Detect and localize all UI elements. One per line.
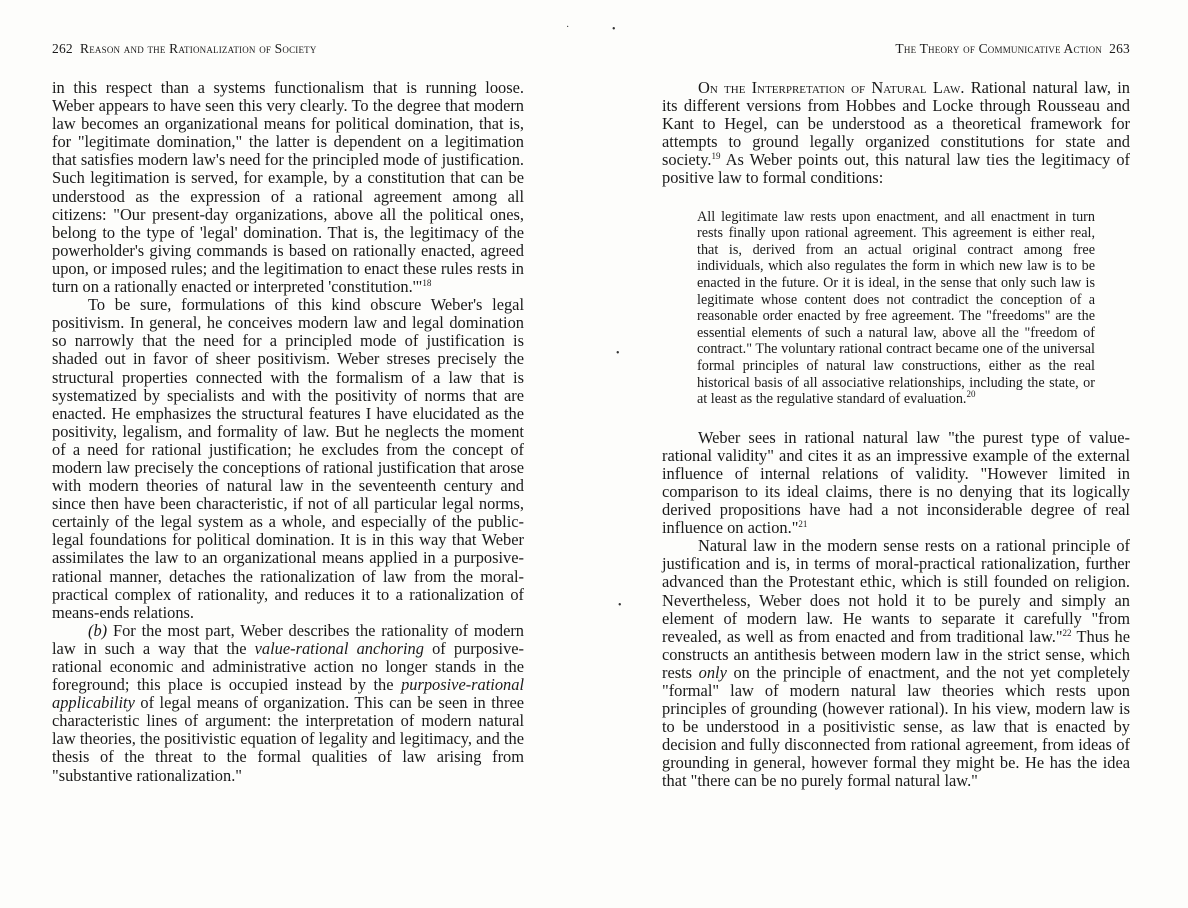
section-heading: On the Interpretation of Natural Law. [698,78,965,97]
footnote-ref-20: 20 [966,389,976,400]
scan-speck: • [616,348,620,359]
right-paragraph-2: Natural law in the modern sense rests on a rational principle of justification and is, in terms of moral-practical rationalization, further advanced than the Protestant ethic, which is still founded on religion. Nevertheless, Weber does not hold it to be purely and simply an element of modern law. He wants to separate it carefully "from revealed, as well as from enacted and from traditional law."$^{22}$ Thus he constructs an antithesis between modern law in the strict sense, which rests only on the principle of enactment, and the not yet completely "formal" law of modern natural law theories which rests upon principles of grounding (however rational). In his view, modern law is to be understood in a positivistic sense, as law that is enacted by decision and fully disconnected from rational agreement, from ideas of grounding in general, however formal they might be. He has the idea that "there can be no purely formal natural law." [662,536,1130,791]
scan-speck: • [612,24,616,35]
right-text-column [662,79,1130,791]
scan-speck: • [618,600,622,611]
right-running-title: The Theory of Communicative Action [895,41,1102,56]
right-page [594,0,1188,908]
footnote-ref-18: 18 [422,278,432,289]
left-running-head [52,41,317,57]
footnote-ref-19: 19 [711,151,721,162]
right-running-head [895,41,1130,57]
right-paragraph-1: Weber sees in rational natural law "the purest type of value-rational validity" and cites it as an impressive example of the external influence of internal relations of validity. "However limited in comparison to its ideal claims, there is no denying that its logically derived propositions have had a not inconsiderable degree of real influence on action."$^{21}$ [662,427,1130,538]
left-text-column [52,79,524,785]
left-paragraph-2: To be sure, formulations of this kind obscure Weber's legal positivism. In general, he conceives modern law and legal domination so narrowly that the need for a principled mode of justification is shaded out in favor of sheer positivism. Weber streses precisely the structural properties connected with the formalism of a law that is systematized by specialists and with the positivity of norms that are enacted. He emphasizes the structural features I have elucidated as the positivity, legalism, and formality of law. But he neglects the moment of a need for rational justification; he excludes from the concept of modern law precisely the conceptions of rational justification that arose with modern theories of natural law in the seventeenth century and since then have been characteristic, if not of all particular legal norms, certainly of the legal system as a whole, and especially of the public-legal foundations for political domination. It is in this way that Weber assimilates the law to an organizational means applied in a purposive-rational manner, detaches the rationalization of law from the moral-practical complex of rationality, and reduces it to a rationalization of means-ends relations. [52,295,524,622]
left-running-title: Reason and the Rationalization of Society [80,41,317,56]
right-paragraph-intro: On the Interpretation of Natural Law. Rational natural law, in its different versions from Hobbes and Locke through Rousseau and Kant to Hegel, can be understood as a theoretical framework for attempts to ground legally organized constitutions for state and society.$^{19}$ As Weber points out, this natural law ties the legitimacy of positive law to formal conditions: [662,78,1130,188]
scan-speck: · [566,22,570,33]
left-paragraph-1: in this respect than a systems functionalism that is running loose. Weber appears to have seen this very clearly. To the degree that modern law becomes an organizational means for political domination, that is, for "legitimate domination," the latter is dependent on a legitimation that satisfies modern law's need for the principled mode of justification. Such legitimation is served, for example, by a constitution that can be understood as the expression of a rational agreement among all citizens: "Our present-day organizations, above all the political ones, belong to the type of 'legal' domination. That is, the legitimacy of the powerholder's giving commands is based on rationally enacted, agreed upon, or imposed rules; and the legitimation to enact these rules rests in turn on a rationally enacted or interpreted 'constitution.'"$^{18}$ [52,78,524,297]
block-quote: All legitimate law rests upon enactment, and all enactment in turn rests finally upon rational agreement. This agreement is either real, that is, derived from an actual original contract among free individuals, which also regulates the form in which new law is to be enacted in the future. Or it is ideal, in the sense that only such law is legitimate whose content does not contradict the conception of a reasonable order enacted by free agreement. The "freedoms" are the essential elements of such a natural law, above all the "freedom of contract." The voluntary rational contract became one of the universal formal principles of natural law constructions, either as the real historical basis of all associative relationships, including the state, or at least as the regulative standard of evaluation.$^{20}$ [697,208,1095,408]
right-page-number: 263 [1109,41,1130,56]
footnote-ref-22: 22 [1062,627,1072,638]
footnote-ref-21: 21 [798,519,808,530]
left-page-number: 262 [52,41,73,56]
left-paragraph-b: (b) For the most part, Weber describes the rationality of modern law in such a way that the value-rational anchoring of purposive-rational economic and administrative action no longer stands in the foreground; this place is occupied instead by the purposive-rational applicability of legal means of organization. This can be seen in three characteristic lines of argument: the interpretation of modern natural law theories, the positivistic equation of legality and legitimacy, and the thesis of the threat to the formal qualities of law arising from "substantive rationalization." [52,620,524,785]
